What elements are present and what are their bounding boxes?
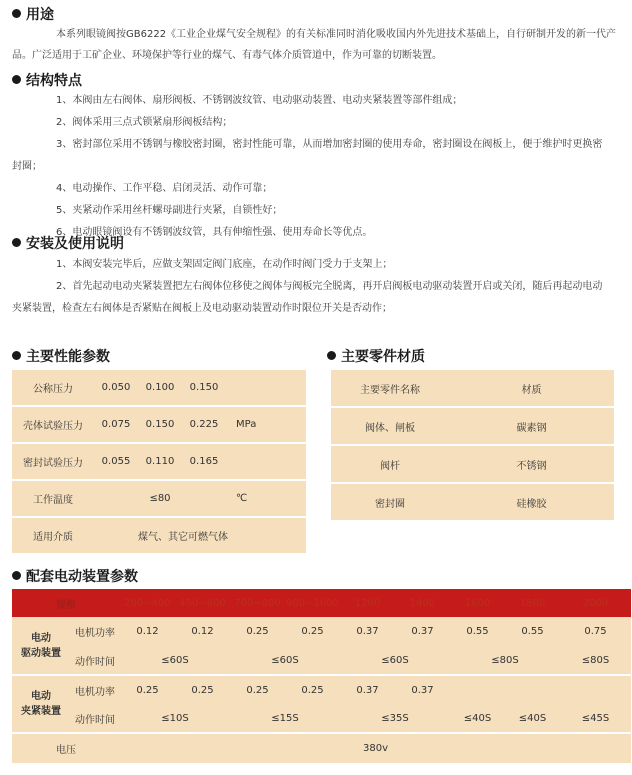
power-value: 0.55 xyxy=(450,617,505,646)
group-label-line: 电动 xyxy=(31,691,51,702)
power-value: 0.25 xyxy=(230,675,285,704)
param-value: 0.100 xyxy=(138,370,182,406)
structure-title: 结构特点 xyxy=(12,70,82,90)
group-label xyxy=(12,617,70,675)
table-row xyxy=(331,407,614,445)
bullet-icon xyxy=(12,9,21,18)
bullet-icon xyxy=(12,238,21,247)
param-label: 公称压力 xyxy=(12,370,94,406)
performance-table xyxy=(12,370,306,553)
spec-label: 规格 xyxy=(12,589,120,617)
time-value: ≤40S xyxy=(450,704,505,733)
time-value: ≤40S xyxy=(505,704,560,733)
row-label: 动作时间 xyxy=(70,704,120,733)
usage-line: 品。广泛适用于工矿企业、环境保护等行业的煤气、有毒气体介质管道中，作为可靠的切断装置。 xyxy=(12,50,442,61)
usage-text xyxy=(12,24,627,66)
table-row xyxy=(12,480,306,517)
param-value: 0.110 xyxy=(138,443,182,480)
part-material: 硅橡胶 xyxy=(449,483,614,520)
time-value: ≤60S xyxy=(230,646,340,675)
param-value: 0.150 xyxy=(138,406,182,443)
column-header: 主要零件名称 xyxy=(331,370,449,407)
table-row xyxy=(12,370,306,406)
param-value: ≤80 xyxy=(138,480,182,517)
empty-cell xyxy=(560,675,631,704)
param-value: 0.055 xyxy=(94,443,138,480)
spec-value: 900~1000 xyxy=(285,589,340,617)
bullet-icon xyxy=(12,351,21,360)
table-row xyxy=(12,443,306,480)
table-row xyxy=(12,733,631,763)
structure-list xyxy=(12,90,627,244)
table-header xyxy=(12,589,631,617)
power-value: 0.37 xyxy=(395,675,450,704)
structure-item: 2、阀体采用三点式锁紧扇形阀板结构； xyxy=(56,117,233,128)
structure-item: 5、夹紧动作采用丝杆螺母副进行夹紧，自锁性好； xyxy=(56,205,283,216)
install-item: 1、本阀安装完毕后，应做支架固定阀门底座，在动作时阀门受力于支架上； xyxy=(56,259,393,270)
spec-value: 1400 xyxy=(395,589,450,617)
spec-value: 450~600 xyxy=(175,589,230,617)
table-row xyxy=(12,704,631,733)
power-value: 0.37 xyxy=(395,617,450,646)
time-value: ≤45S xyxy=(560,704,631,733)
param-value xyxy=(182,480,226,517)
time-value: ≤60S xyxy=(120,646,230,675)
empty-cell xyxy=(450,675,505,704)
part-material: 碳素钢 xyxy=(449,407,614,445)
structure-item: 4、电动操作、工作平稳、启闭灵活、动作可靠； xyxy=(56,183,273,194)
bullet-icon xyxy=(12,571,21,580)
install-title: 安装及使用说明 xyxy=(12,233,124,253)
time-value: ≤80S xyxy=(560,646,631,675)
install-item: 2、首先起动电动夹紧装置把左右阀体位移使之阀体与阀板完全脱离，再开启阀板电动驱动装置开启或关闭，随后再起动电动 xyxy=(56,281,603,292)
group-label-line: 驱动装置 xyxy=(21,647,61,659)
spec-value: 200~400 xyxy=(120,589,175,617)
column-header: 材质 xyxy=(449,370,614,407)
table-row xyxy=(331,483,614,520)
power-value: 0.37 xyxy=(340,617,395,646)
table-row xyxy=(12,617,631,646)
part-material: 不锈钢 xyxy=(449,445,614,483)
empty-cell xyxy=(505,675,560,704)
param-value xyxy=(94,480,138,517)
time-value: ≤60S xyxy=(340,646,450,675)
usage-title: 用途 xyxy=(12,4,54,24)
bullet-icon xyxy=(327,351,336,360)
spec-value: 700~800 xyxy=(230,589,285,617)
param-unit xyxy=(226,370,306,406)
structure-item: 6、电动眼镜阀设有不锈钢波纹管，具有伸缩性强、使用寿命长等优点。 xyxy=(56,227,373,238)
install-list xyxy=(12,254,627,320)
power-value: 0.55 xyxy=(505,617,560,646)
group-label-line: 电动 xyxy=(31,632,51,644)
time-value: ≤35S xyxy=(340,704,450,733)
param-label: 壳体试验压力 xyxy=(12,406,94,443)
param-value: 0.150 xyxy=(182,370,226,406)
part-name: 阀体、闸板 xyxy=(331,407,449,445)
part-name: 密封圈 xyxy=(331,483,449,520)
motor-table xyxy=(12,589,631,763)
power-value: 0.25 xyxy=(120,675,175,704)
power-value: 0.12 xyxy=(175,617,230,646)
table-row xyxy=(331,445,614,483)
time-value: ≤80S xyxy=(450,646,560,675)
power-value: 0.12 xyxy=(120,617,175,646)
param-label: 工作温度 xyxy=(12,480,94,517)
structure-item: 封圈； xyxy=(12,161,42,172)
time-value: ≤15S xyxy=(230,704,340,733)
motor-title: 配套电动装置参数 xyxy=(12,566,138,586)
power-value: 0.25 xyxy=(230,617,285,646)
table-header xyxy=(331,370,614,407)
param-unit xyxy=(226,443,306,480)
time-value: ≤10S xyxy=(120,704,230,733)
parts-table xyxy=(331,370,614,520)
param-value: 煤气、其它可燃气体 xyxy=(94,517,306,553)
spec-value: 1200 xyxy=(340,589,395,617)
structure-item: 3、密封部位采用不锈钢与橡胶密封圈，密封性能可靠，从而增加密封圈的使用寿命，密封圈设在阀板上，便于维护时更换密 xyxy=(56,139,603,150)
usage-line: 本系列眼镜阀按GB6222《工业企业煤气安全规程》的有关标准同时消化吸收国内外先进技术基础上，自行研制开发的新一代产 xyxy=(56,29,617,40)
row-label: 动作时间 xyxy=(70,646,120,675)
table-row xyxy=(12,646,631,675)
voltage-label: 电压 xyxy=(12,733,120,763)
param-label: 密封试验压力 xyxy=(12,443,94,480)
structure-item: 1、本阀由左右阀体、扇形阀板、不锈钢波纹管、电动驱动装置、电动夹紧装置等部件组成； xyxy=(56,95,463,106)
group-label-line: 夹紧装置 xyxy=(21,706,61,717)
install-item: 夹紧装置，检查左右阀体是否紧贴在阀板上及电动驱动装置动作时限位开关是否动作； xyxy=(12,303,392,314)
param-unit: ℃ xyxy=(226,480,306,517)
power-value: 0.25 xyxy=(175,675,230,704)
power-value: 0.37 xyxy=(340,675,395,704)
spec-value: 1800 xyxy=(505,589,560,617)
row-label: 电机功率 xyxy=(70,675,120,704)
voltage-value: 380v xyxy=(120,733,631,763)
param-label: 适用介质 xyxy=(12,517,94,553)
bullet-icon xyxy=(12,75,21,84)
param-value: 0.225 xyxy=(182,406,226,443)
table-row xyxy=(12,406,306,443)
power-value: 0.25 xyxy=(285,617,340,646)
param-value: 0.075 xyxy=(94,406,138,443)
table-row xyxy=(12,517,306,553)
parts-title: 主要零件材质 xyxy=(327,346,425,366)
param-value: 0.165 xyxy=(182,443,226,480)
param-value: 0.050 xyxy=(94,370,138,406)
spec-value: 2000 xyxy=(560,589,631,617)
part-name: 阀杆 xyxy=(331,445,449,483)
performance-title: 主要性能参数 xyxy=(12,346,110,366)
row-label: 电机功率 xyxy=(70,617,120,646)
power-value: 0.25 xyxy=(285,675,340,704)
param-unit: MPa xyxy=(226,406,306,443)
spec-value: 1600 xyxy=(450,589,505,617)
group-label xyxy=(12,675,70,733)
power-value: 0.75 xyxy=(560,617,631,646)
table-row xyxy=(12,675,631,704)
